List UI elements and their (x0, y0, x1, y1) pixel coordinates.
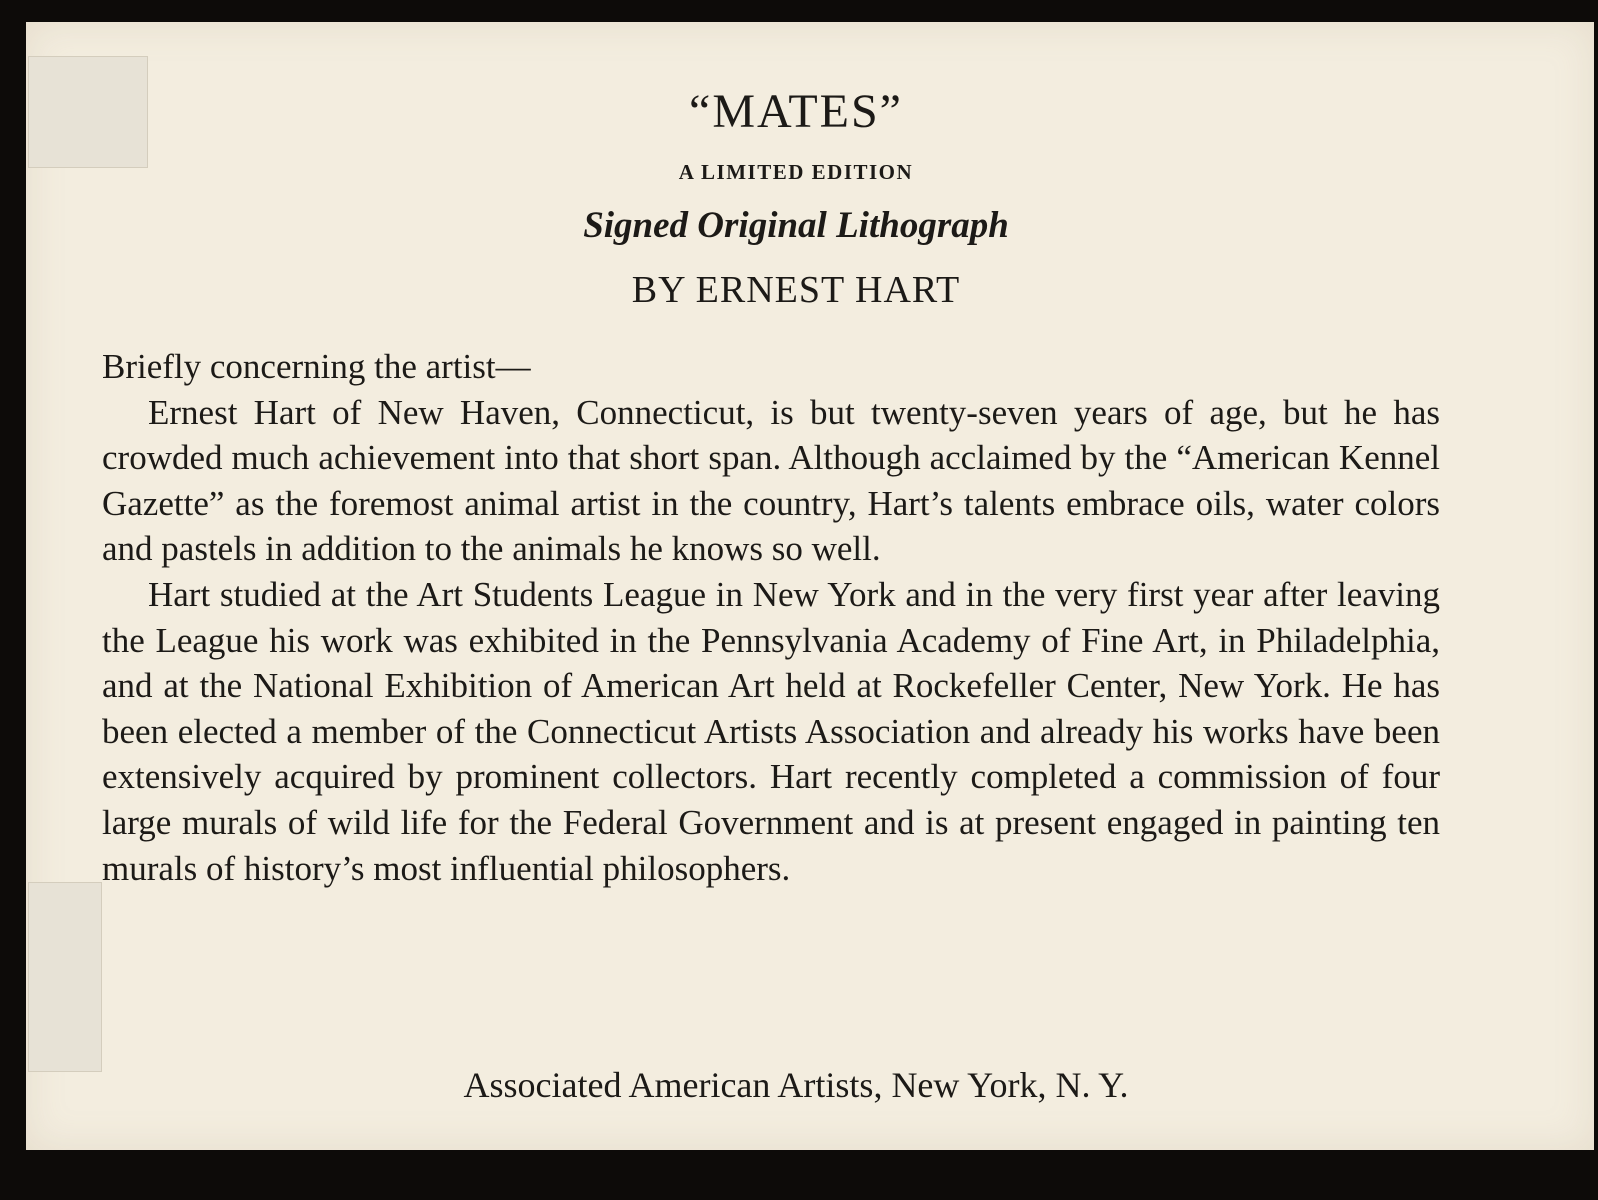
publisher-footer: Associated American Artists, New York, N. Y. (463, 1065, 1129, 1105)
lithograph-info-card (26, 22, 1594, 1150)
tape-strip-bottom (28, 882, 102, 1072)
body-text (102, 344, 1440, 891)
intro-line: Briefly concerning the artist— (102, 347, 531, 386)
edition-label: A LIMITED EDITION (678, 160, 914, 184)
subtitle: Signed Original Lithograph (583, 205, 1009, 246)
artist-byline: BY ERNEST HART (631, 269, 961, 311)
paragraph-2: Hart studied at the Art Students League in New York and in the very first year after leaving the League his work was exhibited in the Pennsylvania Academy of Fine Art, in Philadelphia, and at the National Exhibition of American Art held at Rockefeller Center, New York. He has been elected a member of the Connecticut Artists Association and already his works have been extensively acquired by prominent collectors. Hart recently completed a commission of four large murals of wild life for the Federal Government and is at present engaged in painting ten murals of history’s most influential philosophers. (102, 574, 1440, 888)
paragraph-1: Ernest Hart of New Haven, Connecticut, is but twenty-seven years of age, but he has crowded much achievement into that short span. Although acclaimed by the “American Kennel Gazette” as the foremost animal artist in the country, Hart’s talents embrace oils, water colors and pastels in addition to the animals he knows so well. (102, 392, 1440, 569)
card-title: “MATES” (689, 85, 903, 138)
